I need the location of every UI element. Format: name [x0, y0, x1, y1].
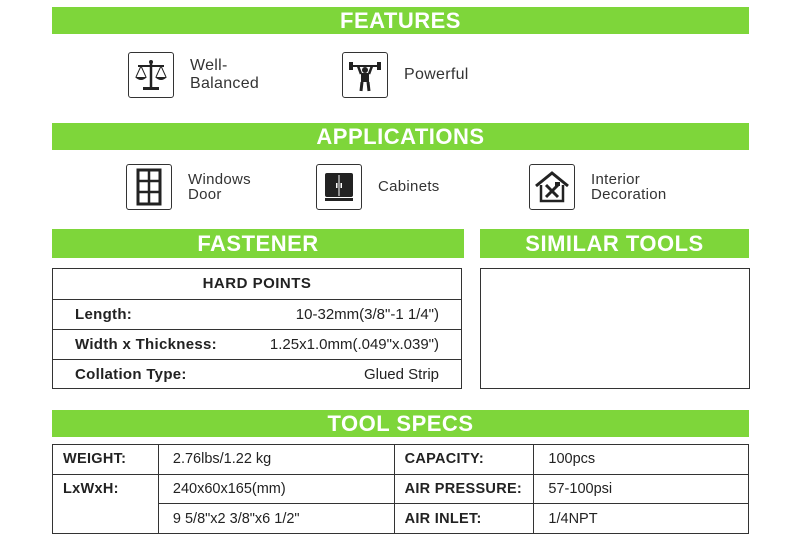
tool-specs-table — [52, 444, 749, 534]
spec-label: WEIGHT: — [53, 445, 159, 475]
similar-tools-banner — [480, 229, 749, 258]
applications-banner — [52, 123, 749, 150]
cabinet-icon — [316, 164, 362, 210]
balance-scale-icon — [128, 52, 174, 98]
application-cabinets — [316, 164, 440, 210]
window-door-icon — [126, 164, 172, 210]
spec-value: 9 5/8"x2 3/8"x6 1/2" — [158, 504, 394, 534]
spec-label: AIR PRESSURE: — [394, 474, 534, 504]
feature-powerful — [342, 52, 469, 98]
fastener-value: Glued Strip — [363, 366, 439, 383]
similar-tools-title: SIMILAR TOOLS — [525, 231, 704, 256]
spec-row — [53, 474, 749, 504]
spec-value: 1/4NPT — [534, 504, 749, 534]
fastener-row — [53, 360, 461, 389]
feature-label: Powerful — [404, 66, 469, 83]
fastener-label: Width x Thickness: — [75, 336, 217, 353]
spec-label: AIR INLET: — [394, 504, 534, 534]
fastener-banner — [52, 229, 464, 258]
features-banner — [52, 7, 749, 34]
application-label: Cabinets — [378, 178, 440, 195]
feature-well-balanced — [128, 52, 259, 98]
fastener-table — [52, 268, 462, 389]
spec-value: 240x60x165(mm) — [158, 474, 394, 504]
fastener-label: Length: — [75, 306, 133, 323]
fastener-title: FASTENER — [197, 231, 319, 256]
application-label: Windows Door — [188, 171, 251, 203]
fastener-label: Collation Type: — [75, 366, 187, 383]
fastener-row — [53, 300, 461, 330]
similar-tools-box — [480, 268, 750, 389]
fastener-row — [53, 330, 461, 360]
spec-label: CAPACITY: — [394, 445, 534, 475]
fastener-value: 10-32mm(3/8"-1 1/4") — [295, 306, 439, 323]
spec-value: 2.76lbs/1.22 kg — [158, 445, 394, 475]
fastener-value: 1.25x1.0mm(.049"x.039") — [269, 336, 439, 353]
spec-value: 100pcs — [534, 445, 749, 475]
house-tools-icon — [529, 164, 575, 210]
application-label: Interior Decoration — [591, 171, 667, 203]
spec-label: LxWxH: — [53, 474, 159, 533]
application-interior-decoration — [529, 164, 667, 210]
applications-title: APPLICATIONS — [316, 124, 485, 149]
fastener-header: HARD POINTS — [53, 269, 461, 300]
spec-value: 57-100psi — [534, 474, 749, 504]
weightlifter-icon — [342, 52, 388, 98]
feature-label: Well- Balanced — [190, 57, 260, 92]
tool-specs-title: TOOL SPECS — [327, 411, 474, 436]
application-windows-door — [126, 164, 251, 210]
features-title: FEATURES — [340, 8, 461, 33]
spec-row — [53, 445, 749, 475]
tool-specs-banner — [52, 410, 749, 437]
